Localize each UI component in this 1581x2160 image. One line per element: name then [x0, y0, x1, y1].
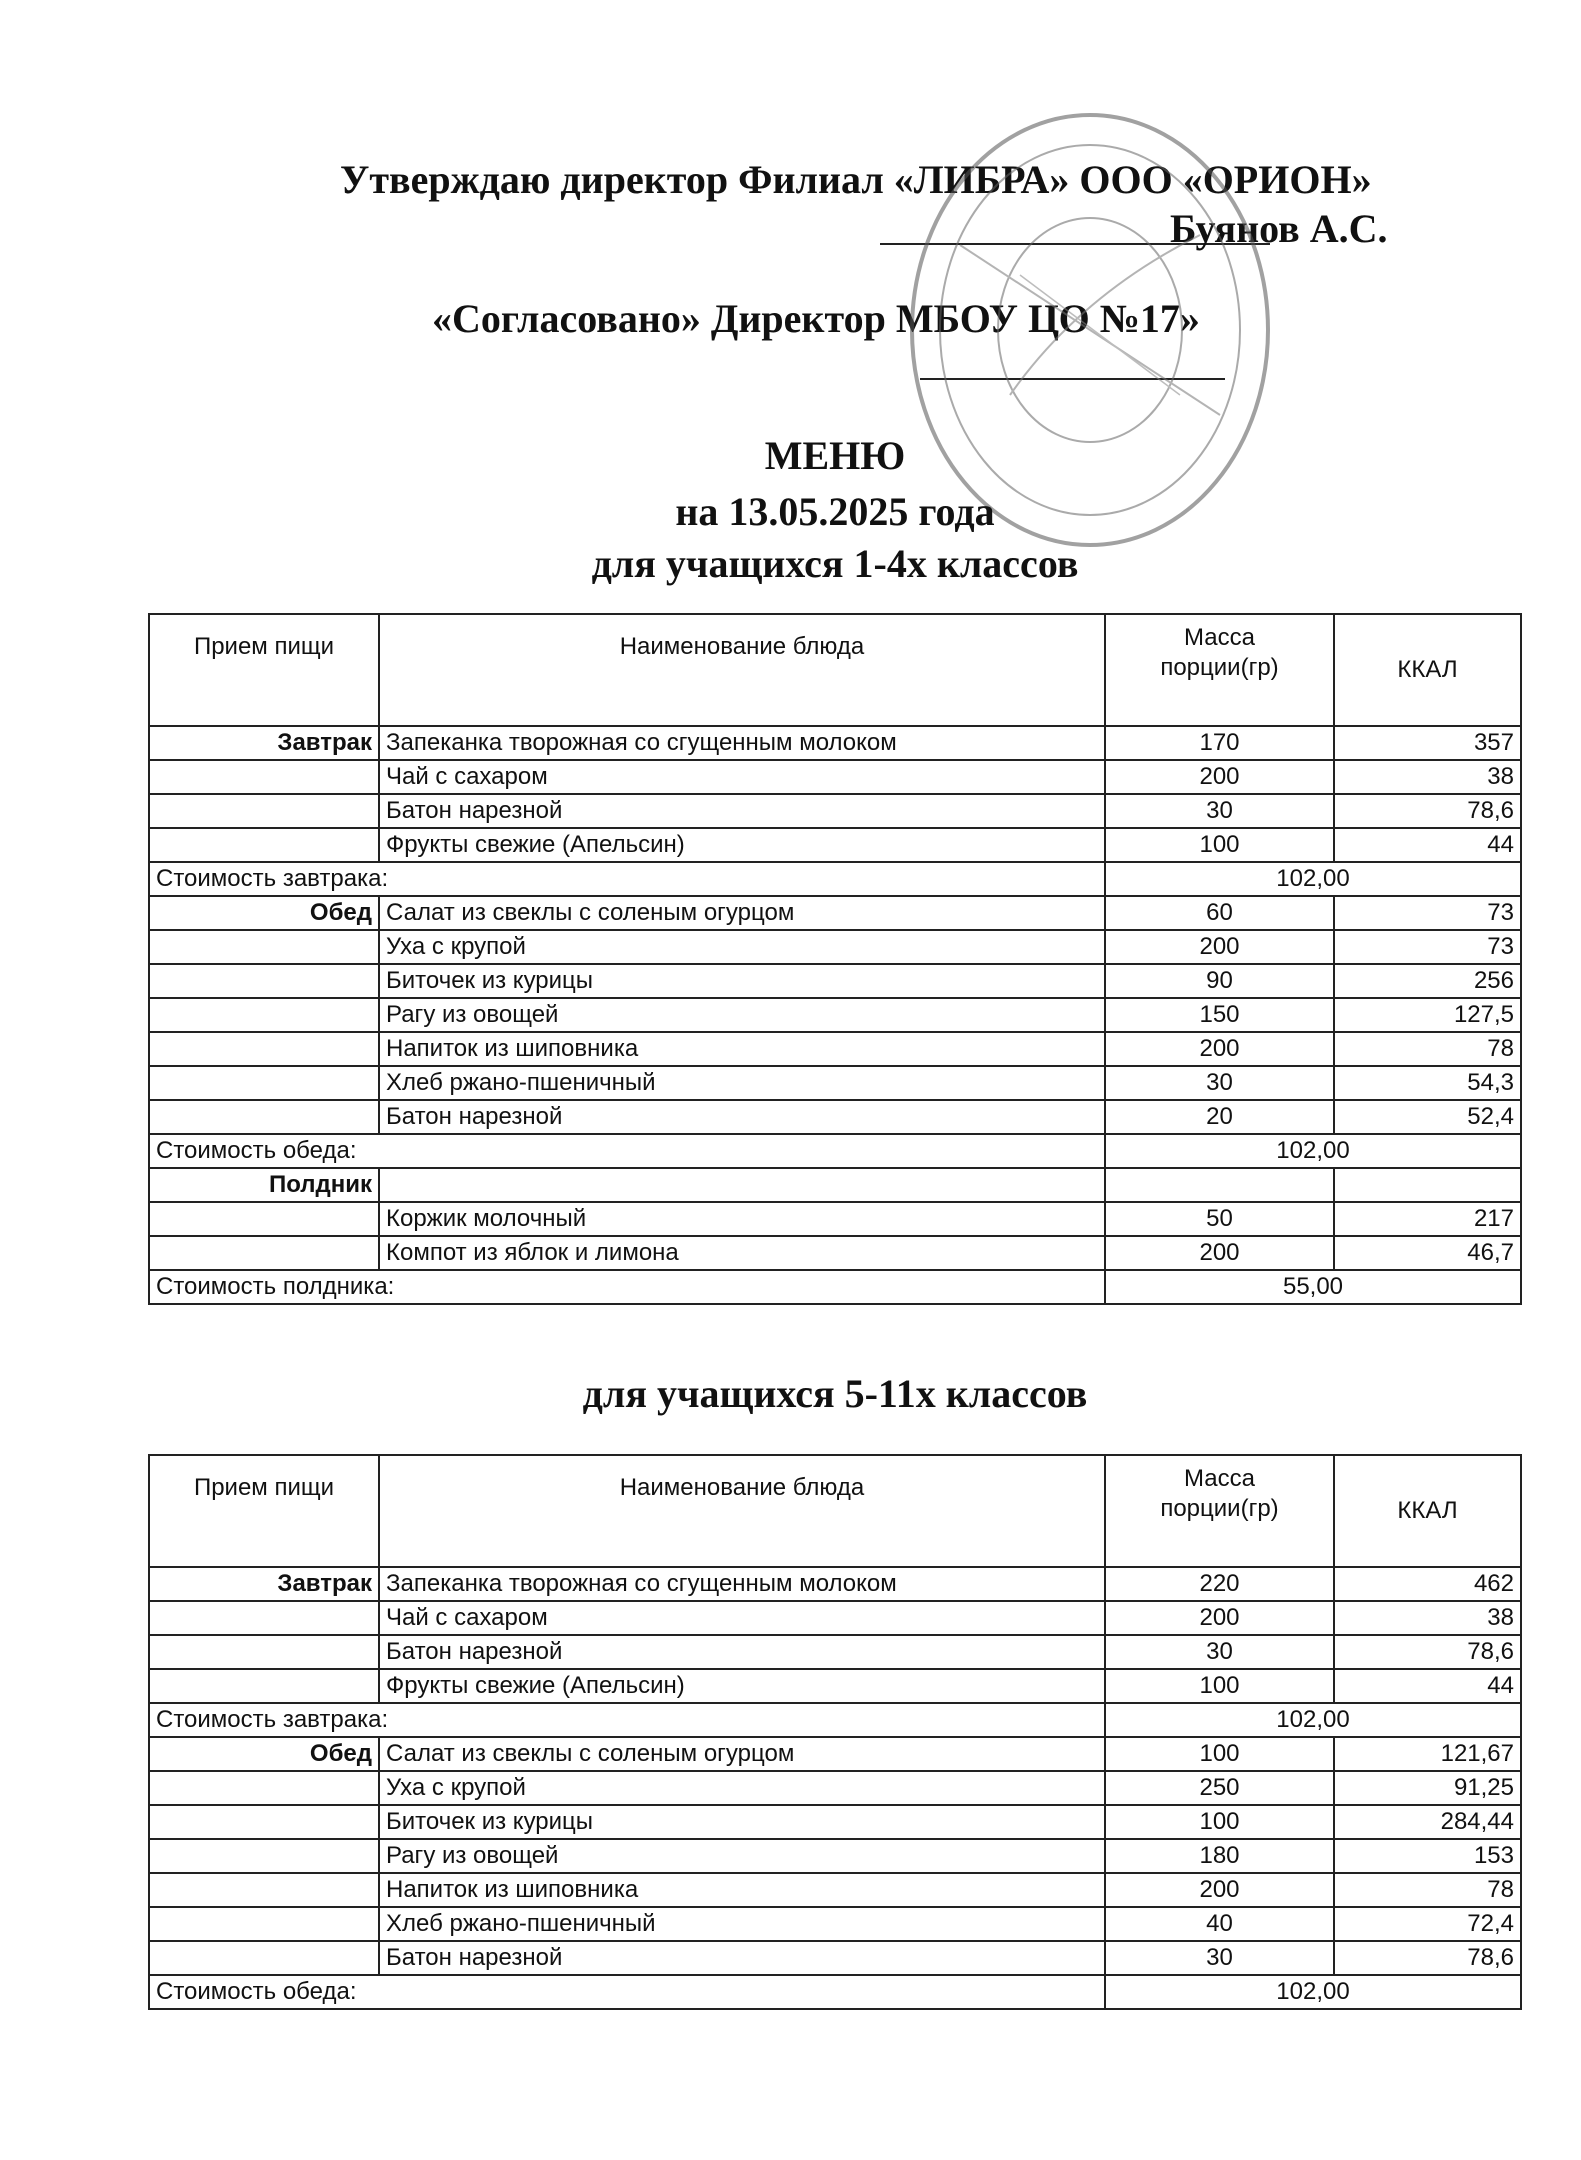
mass-cell: 100	[1105, 1805, 1334, 1839]
cost-label: Стоимость завтрака:	[149, 862, 1105, 896]
table-row	[149, 1567, 1521, 1601]
meal-cell	[149, 1635, 379, 1669]
mass-cell: 60	[1105, 896, 1334, 930]
table-row	[149, 1805, 1521, 1839]
menu-date: на 13.05.2025 года	[675, 489, 995, 534]
mass-cell: 170	[1105, 726, 1334, 760]
table-row	[149, 1168, 1521, 1202]
dish-cell: Запеканка творожная со сгущенным молоком	[379, 726, 1105, 760]
kcal-cell: 357	[1334, 726, 1521, 760]
kcal-cell: 284,44	[1334, 1805, 1521, 1839]
mass-cell: 200	[1105, 1873, 1334, 1907]
cost-label: Стоимость завтрака:	[149, 1703, 1105, 1737]
meal-cell	[149, 794, 379, 828]
meal-cell	[149, 1805, 379, 1839]
kcal-cell: 52,4	[1334, 1100, 1521, 1134]
dish-cell: Запеканка творожная со сгущенным молоком	[379, 1567, 1105, 1601]
table-row	[149, 1066, 1521, 1100]
cost-label: Стоимость обеда:	[149, 1134, 1105, 1168]
mass-cell: 200	[1105, 1236, 1334, 1270]
meal-cell: Обед	[149, 896, 379, 930]
col-mass: Масса порции(гр)	[1105, 614, 1334, 726]
kcal-cell: 73	[1334, 896, 1521, 930]
table-row	[149, 1737, 1521, 1771]
mass-cell: 220	[1105, 1567, 1334, 1601]
col-dish: Наименование блюда	[379, 1455, 1105, 1567]
mass-cell: 100	[1105, 1737, 1334, 1771]
mass-cell: 150	[1105, 998, 1334, 1032]
kcal-cell: 54,3	[1334, 1066, 1521, 1100]
approval-line: Утверждаю директор Филиал «ЛИБРА» ООО «ОРИОН»	[340, 157, 1372, 202]
meal-cell	[149, 828, 379, 862]
dish-cell: Рагу из овощей	[379, 998, 1105, 1032]
dish-cell: Компот из яблок и лимона	[379, 1236, 1105, 1270]
meal-cell: Обед	[149, 1737, 379, 1771]
col-meal: Прием пищи	[149, 1455, 379, 1567]
table-row	[149, 1873, 1521, 1907]
table-row	[149, 1941, 1521, 1975]
table-row	[149, 1771, 1521, 1805]
kcal-cell: 38	[1334, 1601, 1521, 1635]
dish-cell: Рагу из овощей	[379, 1839, 1105, 1873]
dish-cell: Чай с сахаром	[379, 760, 1105, 794]
kcal-cell: 78,6	[1334, 1941, 1521, 1975]
cost-value: 102,00	[1105, 862, 1521, 896]
table-header-row	[149, 614, 1521, 726]
dish-cell: Салат из свеклы с соленым огурцом	[379, 896, 1105, 930]
meal-cell: Полдник	[149, 1168, 379, 1202]
mass-cell: 200	[1105, 1601, 1334, 1635]
meal-cell	[149, 760, 379, 794]
kcal-cell: 72,4	[1334, 1907, 1521, 1941]
kcal-cell: 78	[1334, 1032, 1521, 1066]
menu-table-1-4	[148, 613, 1522, 1305]
meal-cell	[149, 1100, 379, 1134]
mass-cell: 50	[1105, 1202, 1334, 1236]
group-title-5-11: для учащихся 5-11х классов	[582, 1371, 1088, 1416]
kcal-cell: 38	[1334, 760, 1521, 794]
menu-title: МЕНЮ	[764, 433, 906, 478]
meal-cell	[149, 1202, 379, 1236]
dish-cell: Батон нарезной	[379, 1941, 1105, 1975]
meal-cell	[149, 1066, 379, 1100]
meal-cell	[149, 1236, 379, 1270]
dish-cell: Коржик молочный	[379, 1202, 1105, 1236]
table-row	[149, 1100, 1521, 1134]
dish-cell: Хлеб ржано-пшеничный	[379, 1907, 1105, 1941]
agreed-line: «Согласовано» Директор МБОУ ЦО №17»	[432, 296, 1200, 341]
meal-cell: Завтрак	[149, 1567, 379, 1601]
kcal-cell: 78	[1334, 1873, 1521, 1907]
mass-cell: 30	[1105, 1941, 1334, 1975]
mass-cell: 40	[1105, 1907, 1334, 1941]
dish-cell: Батон нарезной	[379, 1635, 1105, 1669]
dish-cell	[379, 1168, 1105, 1202]
mass-cell: 100	[1105, 1669, 1334, 1703]
meal-cell	[149, 1771, 379, 1805]
kcal-cell: 91,25	[1334, 1771, 1521, 1805]
mass-cell	[1105, 1168, 1334, 1202]
cost-value: 102,00	[1105, 1703, 1521, 1737]
mass-cell: 180	[1105, 1839, 1334, 1873]
dish-cell: Хлеб ржано-пшеничный	[379, 1066, 1105, 1100]
meal-cell	[149, 1032, 379, 1066]
cost-value: 102,00	[1105, 1134, 1521, 1168]
mass-cell: 90	[1105, 964, 1334, 998]
table-row	[149, 1032, 1521, 1066]
cost-label: Стоимость полдника:	[149, 1270, 1105, 1304]
menu-table-5-11	[148, 1454, 1522, 2010]
kcal-cell: 78,6	[1334, 794, 1521, 828]
cost-label: Стоимость обеда:	[149, 1975, 1105, 2009]
table-row	[149, 930, 1521, 964]
meal-cell: Завтрак	[149, 726, 379, 760]
cost-row	[149, 1134, 1521, 1168]
kcal-cell: 44	[1334, 1669, 1521, 1703]
dish-cell: Чай с сахаром	[379, 1601, 1105, 1635]
mass-cell: 200	[1105, 760, 1334, 794]
table-row	[149, 1635, 1521, 1669]
meal-cell	[149, 1669, 379, 1703]
kcal-cell	[1334, 1168, 1521, 1202]
meal-cell	[149, 1839, 379, 1873]
kcal-cell: 44	[1334, 828, 1521, 862]
cost-row	[149, 1270, 1521, 1304]
mass-cell: 200	[1105, 930, 1334, 964]
meal-cell	[149, 1941, 379, 1975]
table-row	[149, 998, 1521, 1032]
kcal-cell: 217	[1334, 1202, 1521, 1236]
meal-cell	[149, 998, 379, 1032]
mass-cell: 20	[1105, 1100, 1334, 1134]
dish-cell: Биточек из курицы	[379, 964, 1105, 998]
col-mass: Масса порции(гр)	[1105, 1455, 1334, 1567]
col-dish: Наименование блюда	[379, 614, 1105, 726]
table-row	[149, 828, 1521, 862]
col-meal: Прием пищи	[149, 614, 379, 726]
table-row	[149, 760, 1521, 794]
dish-cell: Батон нарезной	[379, 794, 1105, 828]
kcal-cell: 462	[1334, 1567, 1521, 1601]
kcal-cell: 46,7	[1334, 1236, 1521, 1270]
meal-cell	[149, 1907, 379, 1941]
dish-cell: Уха с крупой	[379, 930, 1105, 964]
cost-value: 102,00	[1105, 1975, 1521, 2009]
dish-cell: Фрукты свежие (Апельсин)	[379, 828, 1105, 862]
kcal-cell: 256	[1334, 964, 1521, 998]
dish-cell: Напиток из шиповника	[379, 1873, 1105, 1907]
mass-cell: 30	[1105, 1635, 1334, 1669]
table-row	[149, 896, 1521, 930]
kcal-cell: 78,6	[1334, 1635, 1521, 1669]
col-kcal: ККАЛ	[1334, 614, 1521, 726]
cost-row	[149, 862, 1521, 896]
cost-value: 55,00	[1105, 1270, 1521, 1304]
table-row	[149, 964, 1521, 998]
table-row	[149, 1907, 1521, 1941]
kcal-cell: 121,67	[1334, 1737, 1521, 1771]
dish-cell: Биточек из курицы	[379, 1805, 1105, 1839]
mass-cell: 250	[1105, 1771, 1334, 1805]
meal-cell	[149, 1601, 379, 1635]
mass-cell: 200	[1105, 1032, 1334, 1066]
table-row	[149, 1202, 1521, 1236]
table-row	[149, 1601, 1521, 1635]
mass-cell: 30	[1105, 1066, 1334, 1100]
table-header-row	[149, 1455, 1521, 1567]
mass-cell: 100	[1105, 828, 1334, 862]
group-title-1-4: для учащихся 1-4х классов	[591, 541, 1079, 586]
cost-row	[149, 1703, 1521, 1737]
table-row	[149, 794, 1521, 828]
kcal-cell: 153	[1334, 1839, 1521, 1873]
table-row	[149, 1839, 1521, 1873]
col-kcal: ККАЛ	[1334, 1455, 1521, 1567]
dish-cell: Салат из свеклы с соленым огурцом	[379, 1737, 1105, 1771]
director-name: Буянов А.С.	[1170, 206, 1388, 251]
dish-cell: Фрукты свежие (Апельсин)	[379, 1669, 1105, 1703]
kcal-cell: 73	[1334, 930, 1521, 964]
table-row	[149, 1669, 1521, 1703]
kcal-cell: 127,5	[1334, 998, 1521, 1032]
meal-cell	[149, 930, 379, 964]
cost-row	[149, 1975, 1521, 2009]
table-row	[149, 1236, 1521, 1270]
meal-cell	[149, 1873, 379, 1907]
dish-cell: Напиток из шиповника	[379, 1032, 1105, 1066]
mass-cell: 30	[1105, 794, 1334, 828]
meal-cell	[149, 964, 379, 998]
dish-cell: Уха с крупой	[379, 1771, 1105, 1805]
dish-cell: Батон нарезной	[379, 1100, 1105, 1134]
table-row	[149, 726, 1521, 760]
